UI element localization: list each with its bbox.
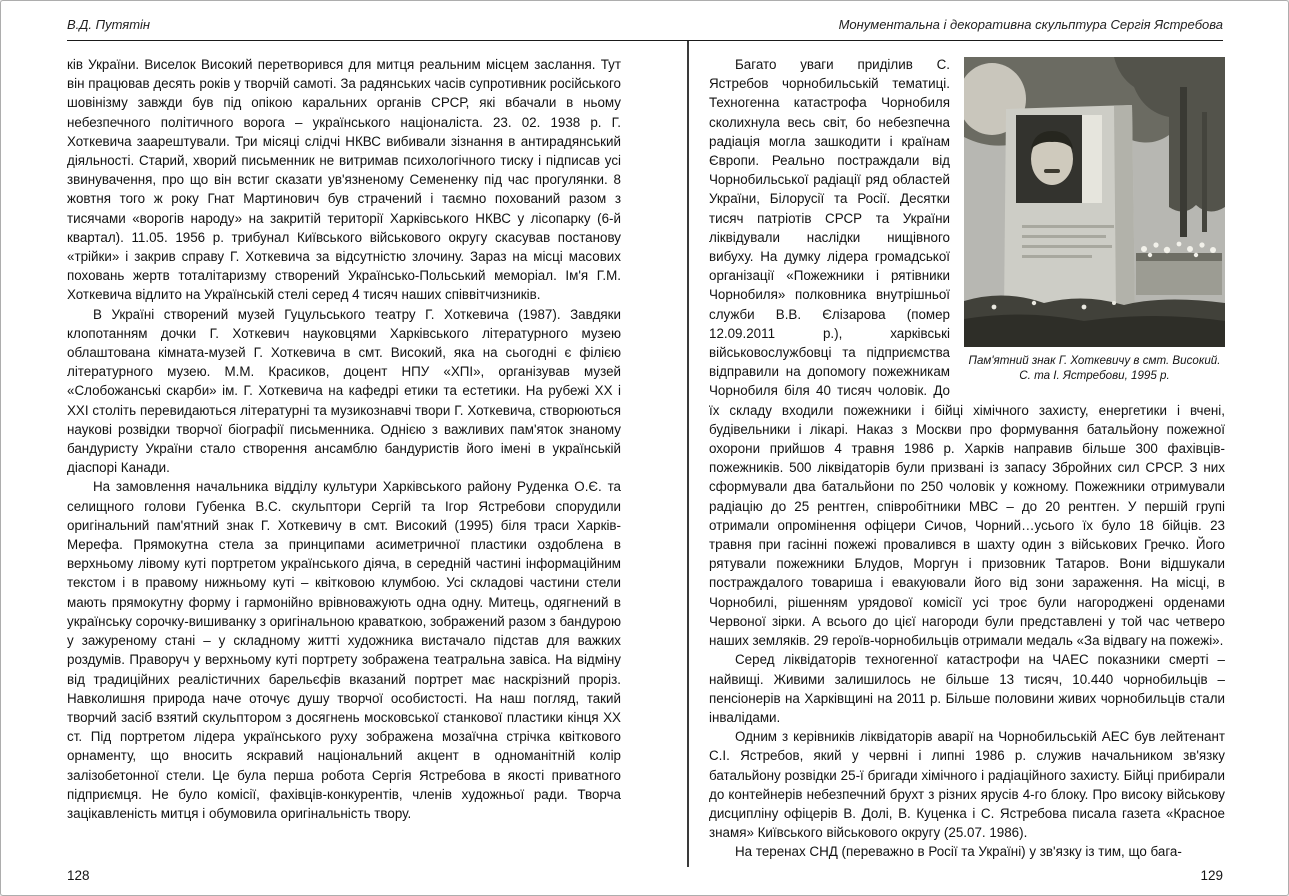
page-gutter-divider (687, 41, 689, 867)
page-number-left: 128 (67, 868, 90, 883)
body-paragraph: Багато уваги приділив С. Ястребов чорнобильській тематиці. Техногенна катастрофа Чорнобиля сколихнула весь світ, бо небезпечна радіація могла зашкодити і країнам Європи. Реально постраждали від Чорнобильської радіації ряд областей України, Білорусії та Росії. Десятки тисяч патріотів СРСР та України ліквідували наслідки нищівного вибуху. На думку лідера громадської організації «Пожежники і рятівники Чорнобиля» полковника внутрішньої служби В.В. Єлізарова (помер 12.09.2011 р.), харківські військовослужбовці та підприємства відправили на допомогу пожежникам Чорнобиля біля 40 тисяч чоловік. До їх складу входили пожежники і бійці хімічного захисту, енергетики і вчені, будівельники і лікарі. Наказ з Москви про формування батальйону пожежної охорони прийшов 4 травня 1986 р. Харків направив більше 300 фахівців-пожежників. 500 ліквідаторів були призвані із запасу Збройних сил СРСР. З них сформували два батальйони по 250 чоловік у кожному. Пожежники отримували радіацію до 25 рентген, співробітники МВС – до 20 рентген. У першій групі отримали опромінення офіцери Сичов, Чорний…усього їх було 18 бійців. 23 травня при гасінні пожежі провалився в шахту один з військових Гречко. Його рятували пожежники Блудов, Моргун і призовник Татаров. Вони відшукали постраждалого товариша і евакуювали його від зони зараження. На місці, в Чорнобилі, рішенням урядової комісії усі троє були нагороджені орденами Червоної зірки. А всього до цієї нагороди були представлені у той час четверо наших земляків. 29 героїв-чорнобильців отримали медаль «За відвагу на пожежі». (709, 57, 1225, 649)
portrait-mustache (1044, 169, 1060, 173)
monument-photo-icon (964, 57, 1225, 347)
stela-shade (1114, 105, 1135, 310)
body-paragraph: На теренах СНД (переважно в Росії та Україні) у зв'язку із тим, що бага- (735, 844, 1182, 860)
tree-trunk (1202, 112, 1207, 232)
page-left-content (67, 55, 621, 823)
running-header (67, 17, 1223, 41)
body-paragraph: В Україні створений музей Гуцульського театру Г. Хоткевича (1987). Завдяки клопотанням дочки Г. Хоткевич науковцями Харківського літературного музею облаштована кімната-музей Г. Хоткевича в смт. Високий, яка на сьогодні є філією літературного музею. М.М. Красиков, доцент НПУ «ХПІ», організував музей «Слобожанські скарби» ім. Г. Хоткевича на кафедрі етики та естетики. На рубежі XX і XXI століть перевидаються літературні та музикознавчі твори Г. Хоткевича, створюються наукові розвідки творчої біографії письменника. Однією з важливих пам'яток знаному бандуристу України стало створення ансамблю бандуристів його імені в українській діаспорі Канади. (67, 306, 621, 476)
photo-caption-line2: С. та І. Ястребови, 1995 р. (1019, 369, 1170, 382)
body-paragraph: Одним з керівників ліквідаторів аварії на Чорнобильській АЕС був лейтенант С.І. Ястребов, який у червні і липні 1986 р. служив начальником зв'язку батальйону розвідки 25-ї бригади хімічного і радіаційного захисту. Бійці прибирали до контейнерів небезпечний брухт з різних ярусів 4-го блоку. Про високу військову дисципліну офіцерів В. Долі, В. Куценка і С. Ястребова писала газета «Красное знамя» Київського військового округу (25.07. 1986). (709, 729, 1225, 841)
photo-caption (964, 353, 1225, 383)
body-paragraph: На замовлення начальника відділу культури Харківського району Руденка О.Є. та селищного голови Губенка В.С. скульптори Сергій та Ігор Ястребови спорудили оригінальний пам'ятний знак Г. Хоткевичу в смт. Високий (1995) біля траси Харків-Мерефа. Прямокутна стела за принципами асиметричної пластики оздоблена в верхньому лівому куті портретом українського діяча, в середній частині інформаційним текстом і в правому нижньому куті – квітковою клумбою. Усі складові частини стели мають прямокутну форму і гармонійно врівноважують одна одну. Митець, одягнений в українську сорочку-вишиванку з оригінальною краваткою, зображений разом з бандурою у зажуреному стані – у складному житті художника вистачало підстав для важких роздумів. Праворуч у верхньому куті портрету зображена театральна завіса. На відміну від традиційних реалістичних барельєфів вказаний портрет має наскрізний проріз. Навколишня природа наче оточує душу творчої особистості. На наш погляд, такий творчий засіб взятий скульптором з досягнень московської станкової пластики кінця XX ст. Під портретом лідера українського руху зображена мозаїчна стрічка квіткового орнаменту, що вносить яскравий національний акцент в одноманітній колір залізобетонної стели. Це була перша робота Сергія Ястребова в якості приватного підприємця. Не було комісії, фахівців-конкурентів, членів художньої ради. Творча зацікавленість митця і обумовила оригінальність твору. (67, 479, 621, 821)
photo-caption-line1: Пам'ятний знак Г. Хоткевичу в смт. Високий. (968, 354, 1221, 367)
running-head-title: Монументальна і декоративна скульптура Сергія Ястребова (838, 17, 1223, 32)
curtain-relief (1082, 115, 1102, 203)
page-number-right: 129 (1200, 868, 1223, 883)
monument-figure (964, 57, 1225, 383)
page-right-content (709, 55, 1225, 861)
tree-trunk (1180, 87, 1187, 237)
body-paragraph: Серед ліквідаторів техногенної катастрофи на ЧАЕС показники смерті – найвищі. Живими залишилось не більше 13 тисяч, 10.440 чорнобильців – пенсіонерів на Харківщині на 2011 р. Більше половини живих чорнобильців стали інвалідами. (709, 652, 1225, 725)
running-head-author: В.Д. Путятін (67, 17, 151, 32)
body-paragraph: ків України. Виселок Високий перетворився для митця реальним місцем заслання. Тут він працював десять років у творчій самоті. За радянських часів супротивник російського шовінізму завжди був під опікою каральних органів СРСР, які вбачали в ньому небезпечного політичного ворога – українського націоналіста. 23. 02. 1938 р. Г. Хоткевича заарештували. Три місяці слідчі НКВС вибивали зізнання в антирадянський діяльності. Старий, хворий письменник не витримав психологічного тиску і підписав усі звинувачення, про що він встиг сказати ув'язненому Семененку під час прогулянки. 8 жовтня того ж року Гнат Мартинович був страчений і таємно похований разом з тисячами «ворогів народу» на закритій території Харківського НКВС у лісопарку (6-й квартал). 11.05. 1956 р. трибунал Київського військового округу скасував постанову «трійки» і закрив справу Г. Хоткевича за відсутністю злочину. Зараз на місці масових поховань жертв тоталітаризму створений Українсько-Польський меморіал. Ім'я Г.М. Хоткевича відлито на Українській стелі серед 4 тисяч наших співвітчизників. (67, 57, 621, 303)
